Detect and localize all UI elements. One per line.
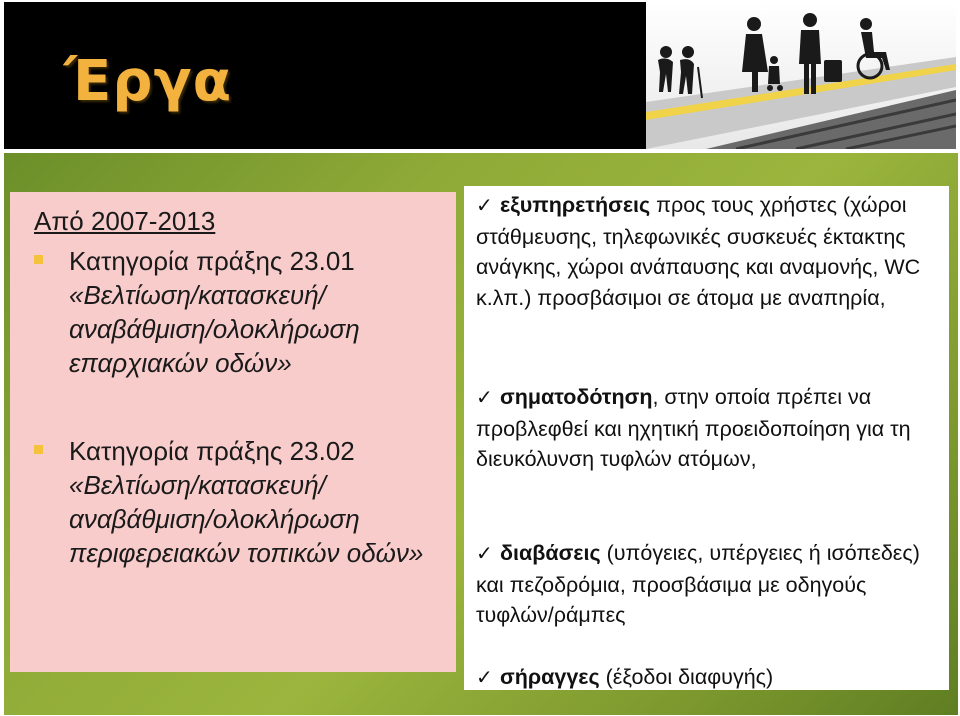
checkmark-icon: ✓ — [476, 543, 493, 565]
bullet-square-icon — [34, 445, 43, 454]
checkmark-icon: ✓ — [476, 195, 493, 217]
category-label: Κατηγορία πράξης 23.01 — [69, 246, 355, 276]
list-item — [476, 190, 942, 313]
item-text: (έξοδοι διαφυγής) — [599, 665, 774, 689]
item-keyword: διαβάσεις — [500, 541, 601, 565]
category-description: «Βελτίωση/κατασκευή/αναβάθμιση/ολοκλήρωση επαρχιακών οδών» — [69, 280, 360, 378]
list-item — [476, 382, 942, 475]
list-item — [476, 662, 942, 694]
item-text: (υπόγειες, υπέργειες ή ισόπεδες) και πεζοδρόμια, προσβάσιμα με οδηγούς τυφλών/ράμπες — [476, 541, 920, 627]
category-description: «Βελτίωση/κατασκευή/αναβάθμιση/ολοκλήρωση περιφερειακών τοπικών οδών» — [69, 470, 424, 568]
category-label: Κατηγορία πράξης 23.02 — [69, 436, 355, 466]
accessibility-platform-icon — [646, 2, 956, 149]
checkmark-icon: ✓ — [476, 667, 493, 689]
item-text: προς τους χρήστες (χώροι στάθμευσης, τηλεφωνικές συσκευές έκτακτης ανάγκης, χώροι ανάπαυσης και αναμονής, WC κ.λπ.) προσβάσιμοι σε άτομα με αναπηρία, — [476, 193, 921, 310]
slide-title: Έργα — [64, 49, 233, 114]
list-item — [476, 538, 942, 631]
period-heading: Από 2007-2013 — [34, 206, 216, 236]
title-bar — [4, 2, 646, 149]
bullet-square-icon — [34, 255, 43, 264]
item-keyword: εξυπηρετήσεις — [500, 193, 651, 217]
checkmark-icon: ✓ — [476, 387, 493, 409]
item-text: , στην οποία πρέπει να προβλεφθεί και ηχητική προειδοποίηση για τη διευκόλυνση τυφλών ατόμων, — [476, 385, 911, 471]
item-keyword: σηματοδότηση — [500, 385, 653, 409]
item-keyword: σήραγγες — [500, 665, 600, 689]
